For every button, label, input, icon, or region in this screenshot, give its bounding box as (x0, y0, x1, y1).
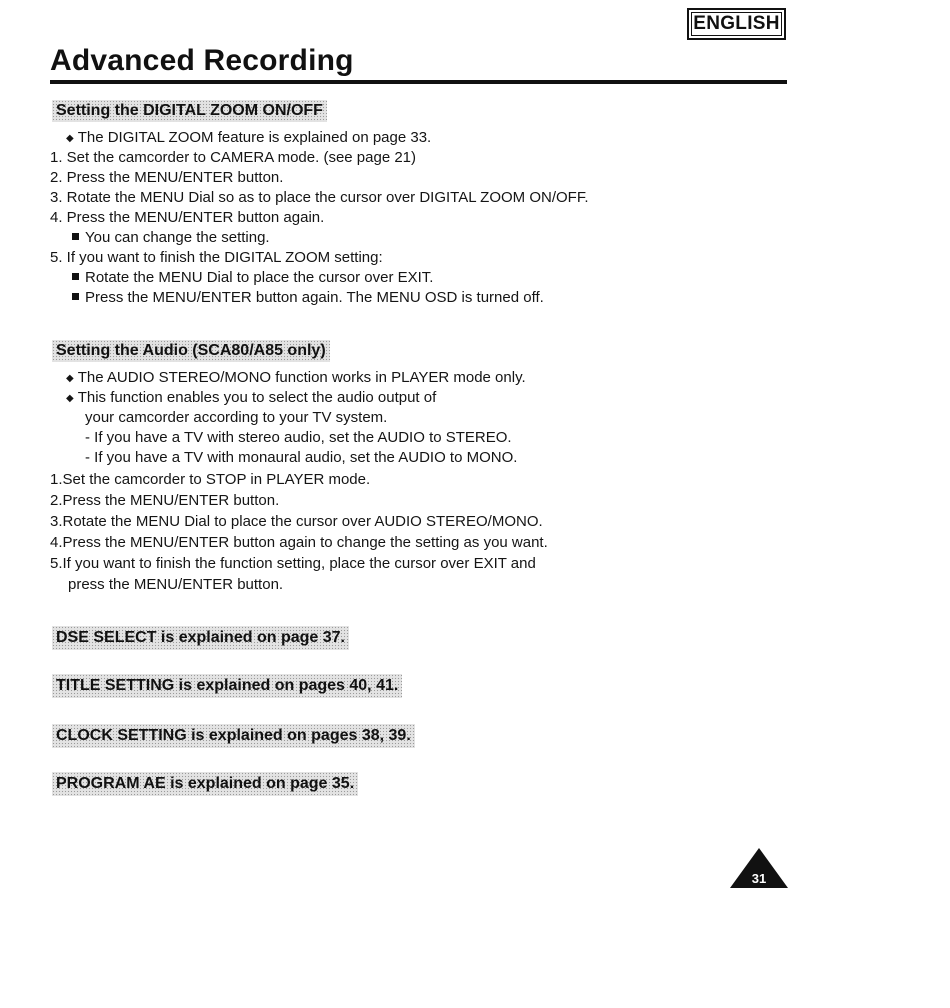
ref-dse-select: DSE SELECT is explained on page 37. (52, 626, 349, 650)
step-item: 1.Set the camcorder to STOP in PLAYER mode. (50, 471, 371, 488)
square-bullet-icon (72, 273, 79, 280)
step-item: 4. Press the MENU/ENTER button again. (50, 209, 325, 226)
sub-step-item: You can change the setting. (72, 228, 270, 248)
note-audio-mode: ◆ The AUDIO STEREO/MONO function works in PLAYER mode only. (66, 369, 526, 386)
audio-mono-tip: - If you have a TV with monaural audio, set the AUDIO to MONO. (85, 449, 518, 466)
square-bullet-icon (72, 293, 79, 300)
step-item: 3.Rotate the MENU Dial to place the cursor over AUDIO STEREO/MONO. (50, 513, 543, 530)
step-item: 2.Press the MENU/ENTER button. (50, 492, 280, 509)
page-number-marker (730, 848, 788, 888)
sub-step-item: Press the MENU/ENTER button again. The MENU OSD is turned off. (72, 288, 544, 308)
title-divider (50, 80, 787, 84)
step-item-cont: press the MENU/ENTER button. (68, 576, 284, 593)
sub-step-item: Rotate the MENU Dial to place the cursor over EXIT. (72, 268, 433, 288)
diamond-bullet-icon: ◆ (66, 133, 74, 144)
step-item: 2. Press the MENU/ENTER button. (50, 169, 284, 186)
language-badge (687, 8, 786, 40)
language-label: ENGLISH (691, 12, 782, 36)
diamond-bullet-icon: ◆ (66, 393, 74, 404)
diamond-bullet-icon: ◆ (66, 373, 74, 384)
note-audio-output: ◆ This function enables you to select the audio output of (66, 389, 437, 406)
step-item: 5. If you want to finish the DIGITAL ZOOM setting: (50, 249, 383, 266)
note-digital-zoom: ◆ The DIGITAL ZOOM feature is explained on page 33. (66, 129, 432, 146)
audio-stereo-tip: - If you have a TV with stereo audio, set the AUDIO to STEREO. (85, 429, 512, 446)
ref-program-ae: PROGRAM AE is explained on page 35. (52, 772, 358, 796)
step-item: 5.If you want to finish the function setting, place the cursor over EXIT and (50, 555, 536, 572)
ref-clock-setting: CLOCK SETTING is explained on pages 38, 39. (52, 724, 415, 748)
step-item: 4.Press the MENU/ENTER button again to change the setting as you want. (50, 534, 548, 551)
square-bullet-icon (72, 233, 79, 240)
section-heading-audio: Setting the Audio (SCA80/A85 only) (52, 340, 330, 362)
ref-title-setting: TITLE SETTING is explained on pages 40, 41. (52, 674, 402, 698)
note-audio-output-cont: your camcorder according to your TV system. (85, 409, 388, 426)
section-heading-digital-zoom: Setting the DIGITAL ZOOM ON/OFF (52, 100, 327, 122)
page-title: Advanced Recording (50, 44, 354, 77)
step-item: 1. Set the camcorder to CAMERA mode. (see page 21) (50, 149, 417, 166)
step-item: 3. Rotate the MENU Dial so as to place the cursor over DIGITAL ZOOM ON/OFF. (50, 189, 589, 206)
page-number: 31 (751, 871, 767, 886)
